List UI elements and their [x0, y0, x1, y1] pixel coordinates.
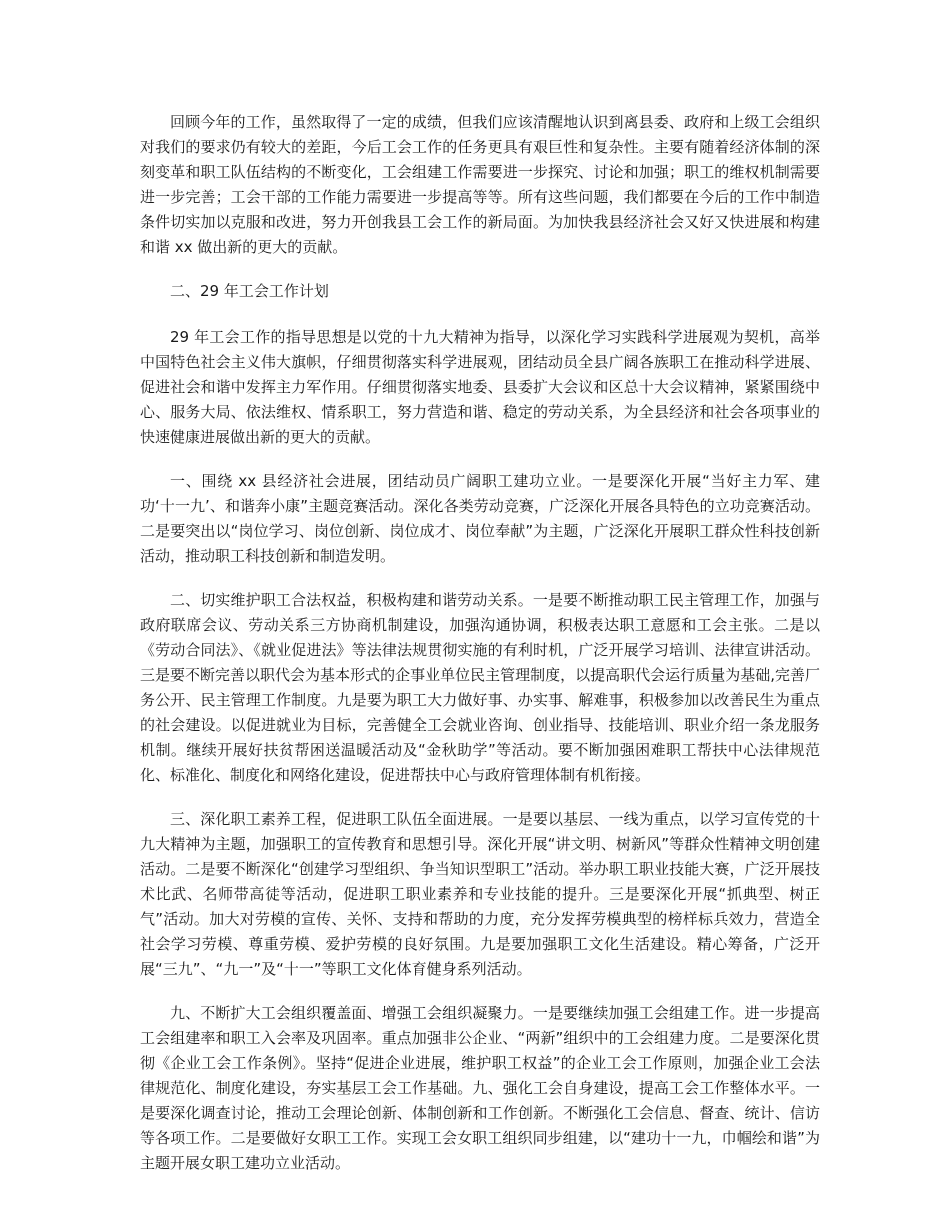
paragraph-item-3: 三、深化职工素养工程，促进职工队伍全面进展。一是要以基层、一线为重点，以学习宣传党的十九大精神为主题，加强职工的宣传教育和思想引导。深化开展“讲文明、树新风”等群众性精神文明创建活动。二是要不断深化“创建学习型组织、争当知识型职工”活动。举办职工职业技能大赛，广泛开展技术比武、名师带高徒等活动，促进职工职业素养和专业技能的提升。三是要深化开展“抓典型、树正气”活动。加大对劳模的宣传、关怀、支持和帮助的力度，充分发挥劳模典型的榜样标兵效力，营造全社会学习劳模、尊重劳模、爱护劳模的良好氛围。九是要加强职工文化生活建设。精心筹备，广泛开展“三九”、“九一”及“十一”等职工文化体育健身系列活动。 — [140, 810, 820, 978]
document-body — [140, 110, 820, 1195]
section-heading-plan: 二、29 年工会工作计划 — [170, 282, 329, 300]
paragraph-review: 回顾今年的工作，虽然取得了一定的成绩，但我们应该清醒地认识到离县委、政府和上级工会组织对我们的要求仍有较大的差距，今后工会工作的任务更具有艰巨性和复杂性。主要有随着经济体制的深刻变革和职工队伍结构的不断变化，工会组建工作需要进一步探究、讨论和加强；职工的维权机制需要进一步完善；工会干部的工作能力需要进一步提高等等。所有这些问题，我们都要在今后的工作中制造条件切实加以克服和改进，努力开创我县工会工作的新局面。为加快我县经济社会又好又快进展和构建和谐 xx 做出新的更大的贡献。 — [140, 113, 820, 256]
paragraph-guiding-thought: 29 年工会工作的指导思想是以党的十九大精神为指导，以深化学习实践科学进展观为契机，高举中国特色社会主义伟大旗帜，仔细贯彻落实科学进展观，团结动员全县广阔各族职工在推动科学进展、促进社会和谐中发挥主力军作用。仔细贯彻落实地委、县委扩大会议和区总十大会议精神，紧紧围绕中心、服务大局、依法维权、情系职工，努力营造和谐、稳定的劳动关系，为全县经济和社会各项事业的快速健康进展做出新的更大的贡献。 — [140, 328, 820, 446]
paragraph-item-1: 一、围绕 xx 县经济社会进展，团结动员广阔职工建功立业。一是要深化开展“当好主力军、建功‘十一九’、和谐奔小康”主题竞赛活动。深化各类劳动竞赛，广泛深化开展各具特色的立功竞赛活动。二是要突出以“岗位学习、岗位创新、岗位成才、岗位奉献”为主题，广泛深化开展职工群众性科技创新活动，推动职工科技创新和制造发明。 — [140, 472, 820, 565]
paragraph-item-9: 九、不断扩大工会组织覆盖面、增强工会组织凝聚力。一是要继续加强工会组建工作。进一步提高工会组建率和职工入会率及巩固率。重点加强非公企业、“两新”组织中的工会组建力度。二是要深化贯彻《企业工会工作条例》。坚持“促进企业进展，维护职工权益”的企业工会工作原则，加强企业工会法律规范化、制度化建设，夯实基层工会工作基础。九、强化工会自身建设，提高工会工作整体水平。一是要深化调查讨论，推动工会理论创新、体制创新和工作创新。不断强化工会信息、督查、统计、信访等各项工作。二是要做好女职工工作。实现工会女职工组织同步组建，以“建功十一九，巾帼绘和谐”为主题开展女职工建功立业活动。 — [140, 1004, 820, 1172]
paragraph-item-2: 二、切实维护职工合法权益，积极构建和谐劳动关系。一是要不断推动职工民主管理工作，加强与政府联席会议、劳动关系三方协商机制建设，加强沟通协调，积极表达职工意愿和工会主张。二是以《劳动合同法》、《就业促进法》等法律法规贯彻实施的有利时机，广泛开展学习培训、法律宣讲活动。三是要不断完善以职代会为基本形式的企事业单位民主管理制度，以提高职代会运行质量为基础,完善厂务公开、民主管理工作制度。九是要为职工大力做好事、办实事、解难事，积极参加以改善民生为重点的社会建设。以促进就业为目标，完善健全工会就业咨询、创业指导、技能培训、职业介绍一条龙服务机制。继续开展好扶贫帮困送温暖活动及“金秋助学”等活动。要不断加强困难职工帮扶中心法律规范化、标准化、制度化和网络化建设，促进帮扶中心与政府管理体制有机衔接。 — [140, 591, 820, 784]
